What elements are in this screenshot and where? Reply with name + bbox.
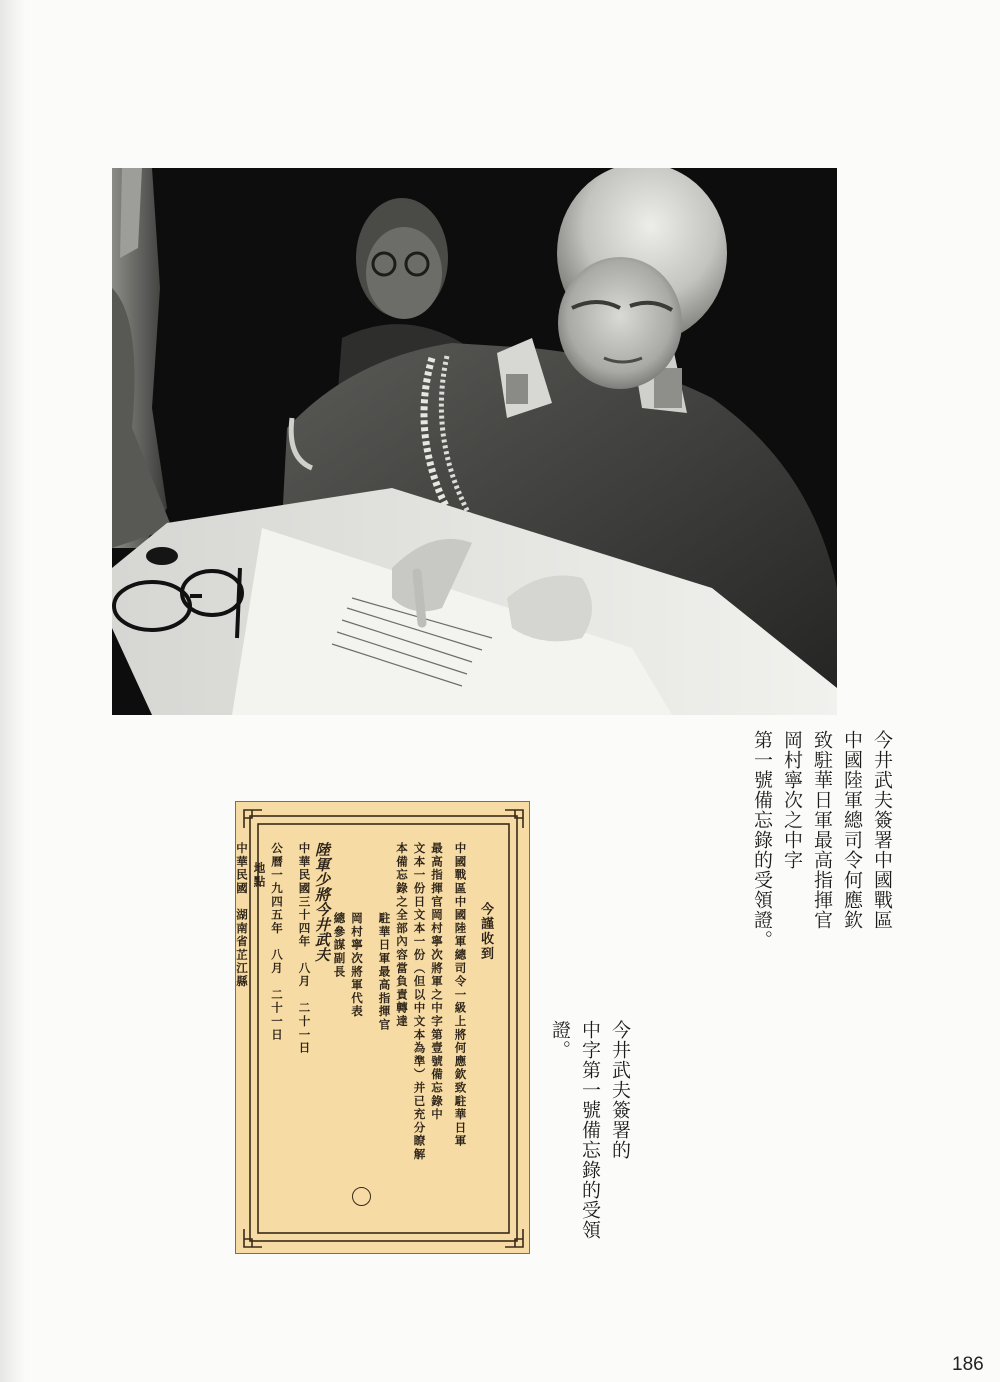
document-date-ad: 公曆一九四五年 八月 二十一日	[270, 842, 284, 1042]
photo-caption-line: 中國陸軍總司令何應欽	[841, 730, 863, 930]
document-representative-line: 駐華日軍最高指揮官	[377, 912, 392, 1032]
document-body-line: 最高指揮官岡村寧次將軍之中字第壹號備忘錄中	[430, 842, 444, 1122]
photo-caption-line: 第一號備忘錄的受領證。	[751, 730, 773, 950]
document-seal	[352, 1187, 371, 1206]
photo-caption-line: 今井武夫簽署中國戰區	[871, 730, 893, 930]
document-caption-line: 中字第一號備忘錄的受領證。	[549, 1020, 601, 1240]
document-representative-line: 岡村寧次將軍代表	[350, 912, 364, 1019]
document-body-line: 中國戰區中國陸軍總司令一級上將何應欽致駐華日軍	[453, 842, 468, 1148]
document-body-line: 文本一份日文本一份（但以中文本為準）并已充分瞭解	[412, 842, 427, 1162]
document-text	[235, 842, 494, 1217]
historical-photo	[112, 168, 837, 715]
document-place-label: 地點	[252, 862, 267, 889]
photo-caption	[747, 730, 897, 970]
document-body-line: 本備忘錄之全部內容當負責轉達	[395, 842, 409, 1029]
document-heading: 今謹收到	[478, 902, 493, 962]
receipt-document	[235, 801, 530, 1254]
document-caption	[545, 1020, 635, 1260]
page-gutter-shadow	[0, 0, 26, 1382]
document-signature: 陸軍少將今井武夫	[313, 842, 331, 962]
document-caption-line: 今井武夫簽署的	[609, 1020, 631, 1160]
photo-illustration	[112, 168, 837, 715]
photo-caption-line: 岡村寧次之中字	[781, 730, 803, 870]
page-number: 186	[952, 1354, 984, 1375]
document-representative-line: 總參謀副長	[332, 912, 347, 979]
document-place: 中華民國 湖南省芷江縣	[235, 842, 249, 989]
photo-caption-line: 致駐華日軍最高指揮官	[811, 730, 833, 930]
document-date-roc: 中華民國三十四年 八月 二十一日	[297, 842, 312, 1055]
